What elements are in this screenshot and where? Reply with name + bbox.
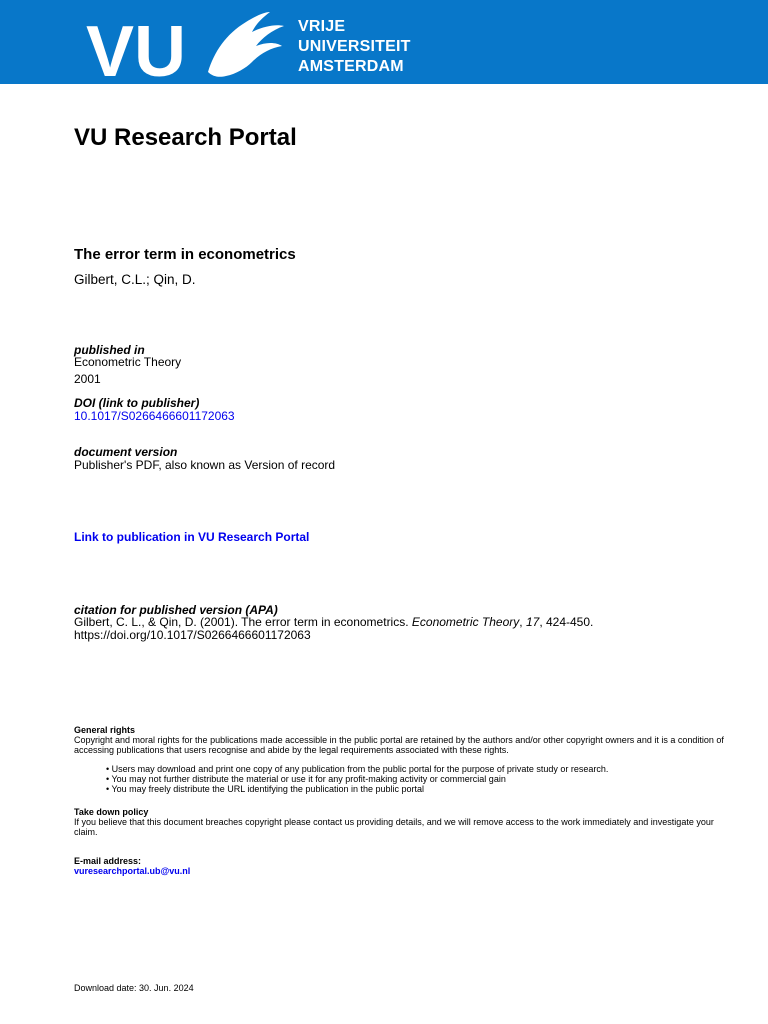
citation-label: citation for published version (APA) [74, 603, 278, 617]
portal-publication-link[interactable]: Link to publication in VU Research Portal [74, 530, 310, 544]
citation-pages: , 424-450. [539, 615, 594, 629]
general-rights-text: Copyright and moral rights for the publications made accessible in the public portal are retained by the authors and/or other copyright owners and it is a condition of accessing publications that users recognise and abide by the legal requirements associated with these rights. [74, 735, 724, 755]
general-rights-section [74, 725, 724, 755]
doi-link[interactable]: 10.1017/S0266466601172063 [74, 409, 235, 423]
take-down-heading: Take down policy [74, 807, 149, 817]
document-version-value: Publisher's PDF, also known as Version of record [74, 458, 336, 472]
page-title: VU Research Portal [74, 124, 297, 151]
griffin-icon [208, 12, 284, 77]
logo-line: AMSTERDAM [298, 58, 404, 75]
logo-line: UNIVERSITEIT [298, 38, 411, 55]
publication-year: 2001 [74, 372, 101, 386]
citation-prefix: Gilbert, C. L., & Qin, D. (2001). The error term in econometrics. [74, 615, 412, 629]
doi-label: DOI (link to publisher) [74, 396, 200, 410]
citation-text [74, 616, 694, 642]
vu-logo [86, 12, 286, 82]
header-banner [0, 0, 768, 84]
logo-wordmark [298, 17, 411, 77]
email-heading: E-mail address: [74, 856, 142, 866]
email-section [74, 856, 724, 876]
logo-letters: VU [86, 12, 187, 82]
publication-authors: Gilbert, C.L.; Qin, D. [74, 272, 196, 287]
publication-title: The error term in econometrics [74, 246, 296, 263]
take-down-text: If you believe that this document breaches copyright please contact us providing details, and we will remove access to the work immediately and investigate your claim. [74, 817, 714, 837]
list-item: • You may freely distribute the URL identifying the publication in the public portal [106, 784, 425, 794]
document-version-label: document version [74, 445, 178, 459]
journal-name: Econometric Theory [74, 355, 182, 369]
download-date: Download date: 30. Jun. 2024 [74, 983, 194, 993]
take-down-section [74, 807, 724, 837]
citation-volume: 17 [525, 615, 540, 629]
list-item: • You may not further distribute the material or use it for any profit-making activity or commercial gain [106, 774, 506, 784]
email-link[interactable]: vuresearchportal.ub@vu.nl [74, 866, 191, 876]
list-item: • Users may download and print one copy of any publication from the public portal for the purpose of private study or research. [106, 764, 609, 774]
citation-url: https://doi.org/10.1017/S0266466601172063 [74, 628, 311, 642]
logo-line: VRIJE [298, 18, 346, 35]
citation-journal: Econometric Theory [411, 615, 520, 629]
citation-sep: , [519, 615, 526, 629]
rights-bullet-list [106, 764, 608, 794]
general-rights-heading: General rights [74, 725, 136, 735]
published-in-label: published in [74, 343, 145, 357]
